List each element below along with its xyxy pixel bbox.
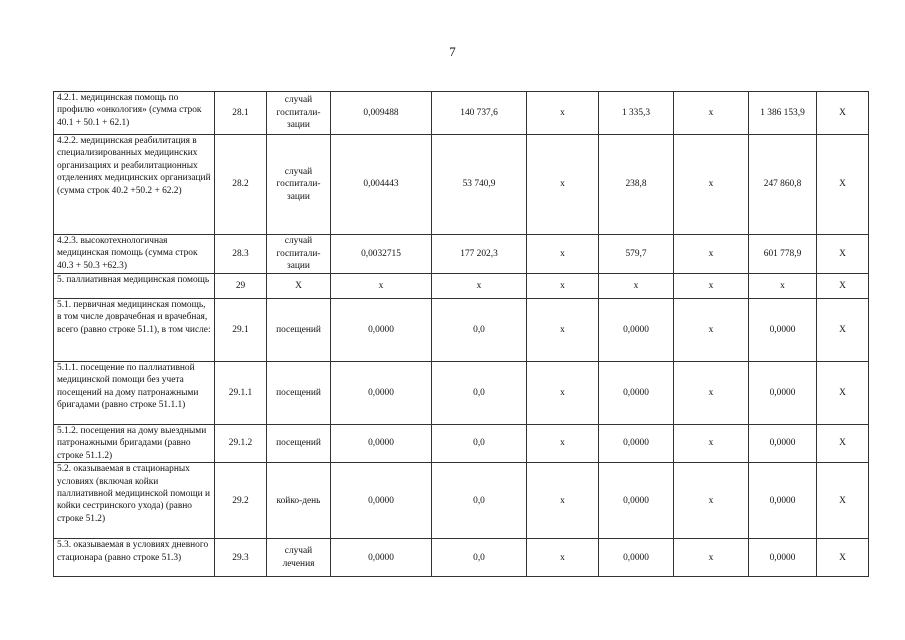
row-name: 4.2.2. медицинская реабилитация в специализированных медицинских организациях и реабилитационных отделениях медицинских организаций (сумма строк 40.2 +50.2 + 62.2) [54,135,215,235]
row-value-5: 0,0 [432,425,527,463]
row-value-7: 0,0000 [599,463,674,539]
row-code: 28.1 [215,92,267,135]
row-value-6: х [527,92,599,135]
table-row [54,92,869,135]
row-name: 5.3. оказываемая в условиях дневного стационара (равно строке 51.3) [54,539,215,577]
row-value-8: х [674,362,749,425]
row-unit: случай госпитали-зации [267,235,331,274]
row-value-6: х [527,362,599,425]
row-unit: посещений [267,425,331,463]
row-code: 29.1.2 [215,425,267,463]
row-value-7: 0,0000 [599,539,674,577]
row-value-4: 0,0032715 [331,235,432,274]
row-value-5: 0,0 [432,299,527,362]
row-unit: посещений [267,299,331,362]
row-code: 29.2 [215,463,267,539]
table-row [54,425,869,463]
row-value-8: х [674,135,749,235]
row-unit: койко-день [267,463,331,539]
row-value-10: Х [817,425,869,463]
row-code: 29.3 [215,539,267,577]
row-value-5: 0,0 [432,539,527,577]
row-value-5: 140 737,6 [432,92,527,135]
row-value-9: 0,0000 [749,463,817,539]
row-value-6: х [527,299,599,362]
table-row [54,135,869,235]
row-value-10: Х [817,463,869,539]
page-number: 7 [449,44,456,59]
row-value-10: Х [817,362,869,425]
row-value-5: 53 740,9 [432,135,527,235]
row-value-4: 0,004443 [331,135,432,235]
row-value-7: 0,0000 [599,425,674,463]
row-value-9: х [749,274,817,299]
table-row [54,539,869,577]
row-value-7: 238,8 [599,135,674,235]
row-code: 29.1.1 [215,362,267,425]
row-value-4: 0,0000 [331,463,432,539]
table-row [54,362,869,425]
row-unit: Х [267,274,331,299]
row-value-7: 0,0000 [599,299,674,362]
row-value-5: 0,0 [432,362,527,425]
row-value-4: 0,0000 [331,362,432,425]
row-value-4: 0,0000 [331,539,432,577]
row-value-7: 1 335,3 [599,92,674,135]
row-value-9: 601 778,9 [749,235,817,274]
row-value-10: Х [817,274,869,299]
row-value-10: Х [817,539,869,577]
row-value-8: х [674,463,749,539]
row-value-6: х [527,463,599,539]
row-value-6: х [527,135,599,235]
row-code: 28.2 [215,135,267,235]
table-row [54,299,869,362]
row-name: 4.2.1. медицинская помощь по профилю «онкология» (сумма строк 40.1 + 50.1 + 62.1) [54,92,215,135]
row-name: 4.2.3. высокотехнологичная медицинская помощь (сумма строк 40.3 + 50.3 +62.3) [54,235,215,274]
row-value-4: х [331,274,432,299]
row-value-8: х [674,274,749,299]
row-value-9: 0,0000 [749,539,817,577]
row-unit: случай лечения [267,539,331,577]
row-name: 5. паллиативная медицинская помощь [54,274,215,299]
row-value-4: 0,009488 [331,92,432,135]
row-value-6: х [527,425,599,463]
row-unit: случай госпитали-зации [267,92,331,135]
row-value-9: 0,0000 [749,425,817,463]
row-value-8: х [674,539,749,577]
row-value-10: Х [817,299,869,362]
row-value-8: х [674,425,749,463]
row-value-7: 0,0000 [599,362,674,425]
row-value-4: 0,0000 [331,425,432,463]
table-row [54,463,869,539]
row-value-6: х [527,539,599,577]
row-value-8: х [674,92,749,135]
row-unit: случай госпитали-зации [267,135,331,235]
row-name: 5.2. оказываемая в стационарных условиях (включая койки паллиативной медицинской помощи и койки сестринского ухода) (равно строке 51.2) [54,463,215,539]
row-value-6: х [527,235,599,274]
row-code: 29 [215,274,267,299]
table-row [54,235,869,274]
row-name: 5.1.1. посещение по паллиативной медицинской помощи без учета посещений на дому патронажными бригадами (равно строке 51.1.1) [54,362,215,425]
row-value-5: 0,0 [432,463,527,539]
row-value-5: х [432,274,527,299]
row-code: 28.3 [215,235,267,274]
row-value-8: х [674,299,749,362]
row-value-7: 579,7 [599,235,674,274]
row-value-6: х [527,274,599,299]
row-value-10: Х [817,135,869,235]
row-value-9: 0,0000 [749,362,817,425]
row-value-9: 0,0000 [749,299,817,362]
row-value-9: 247 860,8 [749,135,817,235]
row-value-10: Х [817,235,869,274]
row-value-9: 1 386 153,9 [749,92,817,135]
row-value-8: х [674,235,749,274]
data-table [53,91,869,577]
row-code: 29.1 [215,299,267,362]
row-name: 5.1.2. посещения на дому выездными патронажными бригадами (равно строке 51.1.2) [54,425,215,463]
row-name: 5.1. первичная медицинская помощь, в том числе доврачебная и врачебная, всего (равно строке 51.1), в том числе: [54,299,215,362]
table-row [54,274,869,299]
row-value-7: х [599,274,674,299]
row-unit: посещений [267,362,331,425]
row-value-5: 177 202,3 [432,235,527,274]
row-value-10: Х [817,92,869,135]
row-value-4: 0,0000 [331,299,432,362]
